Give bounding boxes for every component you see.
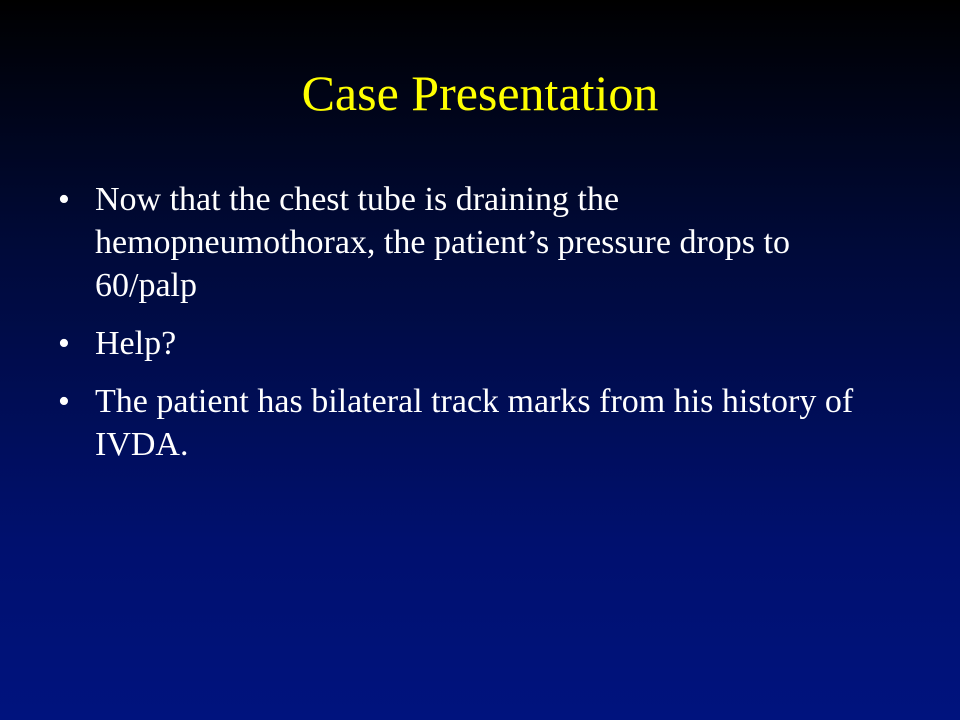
slide-title: Case Presentation — [301, 65, 659, 121]
bullet-list — [58, 178, 888, 481]
bullet-item — [58, 178, 888, 307]
bullet-dot-icon: • — [58, 325, 70, 362]
bullet-dot-icon: • — [58, 383, 70, 420]
bullet-text: Now that the chest tube is draining the hemopneumothorax, the patient’s pressure drops to 60/palp — [95, 181, 790, 304]
bullet-item — [58, 322, 888, 365]
bullet-text: Help? — [95, 325, 177, 362]
bullet-item — [58, 380, 888, 466]
bullet-text: The patient has bilateral track marks from his history of IVDA. — [95, 383, 854, 463]
bullet-dot-icon: • — [58, 181, 70, 218]
